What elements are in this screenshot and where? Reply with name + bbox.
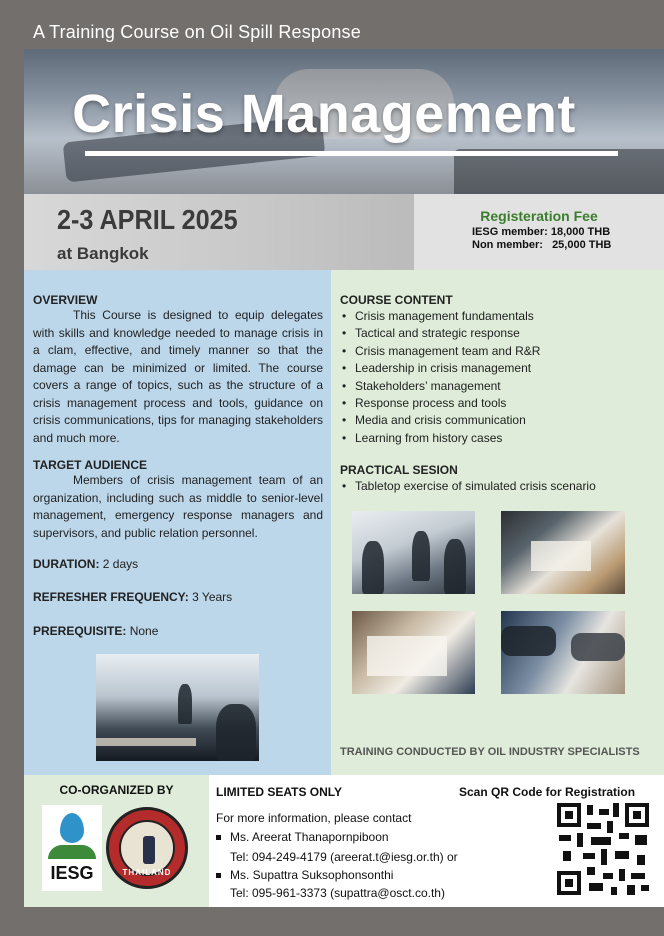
trident-icon [143,836,155,864]
list-item: • Media and crisis communication [340,412,660,429]
list-item: • Crisis management team and R&R [340,343,660,360]
prerequisite-value: None [126,624,159,638]
list-item: • Tabletop exercise of simulated crisis scenario [340,478,660,495]
refresher-value: 3 Years [188,590,233,604]
prerequisite-line [33,624,158,638]
fee-non-member: Non member: 25,000 THB [472,239,612,251]
right-info-panel [331,270,664,775]
list-item: • Stakeholders’ management [340,378,660,395]
coorganized-heading: CO-ORGANIZED BY [59,783,174,797]
hero-banner [24,49,664,194]
event-location: at Bangkok [57,244,149,263]
left-info-panel [24,270,331,775]
audience-heading: TARGET AUDIENCE [33,458,147,472]
refresher-line [33,590,232,604]
bullet-icon [216,835,221,840]
team-meeting-photo [352,511,475,594]
iesg-logo-text: IESG [50,863,94,883]
person-figure [362,541,384,594]
overview-section [33,293,323,447]
osct-logo-text: THAILAND [122,868,172,877]
person-figure [444,539,466,594]
list-item: • Response process and tools [340,395,660,412]
title-underline [85,151,618,156]
water-drop-icon [60,813,84,843]
contact-name [216,830,389,844]
contact-info-box [209,775,664,907]
refresher-label: REFRESHER FREQUENCY: [33,590,189,604]
page-title: Crisis Management [72,84,576,144]
contact-name-text: Ms. Supattra Suksophonsonthi [230,868,394,882]
audience-section [33,458,323,542]
contact-name [216,868,393,882]
qr-code-icon[interactable] [557,803,649,895]
training-note: TRAINING CONDUCTED BY OIL INDUSTRY SPECIALISTS [340,746,640,758]
overview-heading: OVERVIEW [33,293,98,307]
osct-logo-icon [106,807,188,889]
attendee-figure [216,704,256,761]
overview-text: This Course is designed to equip delegates with skills and knowledge needed to manage crisis in a clam, effective, and timely manner so that the damage can be minimized or limited. The course covers a range of topics, such as the structure of a crisis management process and tools, guidance on crisis communications, tips for managing stakeholders and much more. [33,308,323,445]
event-dates: 2-3 APRIL 2025 [57,204,238,235]
documents-table-photo [501,511,625,594]
duration-value: 2 days [99,557,139,571]
meeting-room-photo [96,654,259,761]
contact-tel[interactable]: Tel: 094-249-4179 (areerat.t@iesg.or.th) or [230,850,458,864]
paper-shape [367,636,447,676]
limited-seats-label: LIMITED SEATS ONLY [216,785,343,799]
list-item: • Learning from history cases [340,430,660,447]
arm-shape [571,633,625,661]
contact-tel[interactable]: Tel: 095-961-3373 (supattra@osct.co.th) [230,886,445,900]
arm-shape [501,626,556,656]
event-date-band [24,194,414,270]
fee-title: Registeration Fee [480,208,598,224]
presenter-figure [178,684,192,724]
handshake-photo [501,611,625,694]
fee-member: IESG member: 18,000 THB [472,226,611,238]
registration-fee-box [414,194,664,270]
coorganizers-box [24,775,209,907]
table-shape [96,738,196,746]
bullet-icon [216,873,221,878]
practical-list [340,478,660,495]
audience-text: Members of crisis management team of an organization, including such as middle to senior-level management, emergency response managers and supervisors, and public relation personnel. [33,473,323,540]
report-review-photo [352,611,475,694]
list-item: • Tactical and strategic response [340,325,660,342]
course-content-heading: COURSE CONTENT [340,293,453,307]
person-figure [412,531,430,581]
duration-label: DURATION: [33,557,100,571]
course-subtitle: A Training Course on Oil Spill Response [33,22,361,42]
course-content-list [340,308,660,447]
more-info-label: For more information, please contact [216,811,412,825]
practical-heading: PRACTICAL SESION [340,463,458,477]
list-item: • Crisis management fundamentals [340,308,660,325]
paper-shape [531,541,591,571]
contact-name-text: Ms. Areerat Thanapornpiboon [230,830,389,844]
list-item: • Leadership in crisis management [340,360,660,377]
prerequisite-label: PREREQUISITE: [33,624,127,638]
iesg-logo-icon [42,805,102,891]
duration-line [33,557,138,571]
scan-qr-label: Scan QR Code for Registration [459,785,636,799]
hills-icon [48,845,96,859]
